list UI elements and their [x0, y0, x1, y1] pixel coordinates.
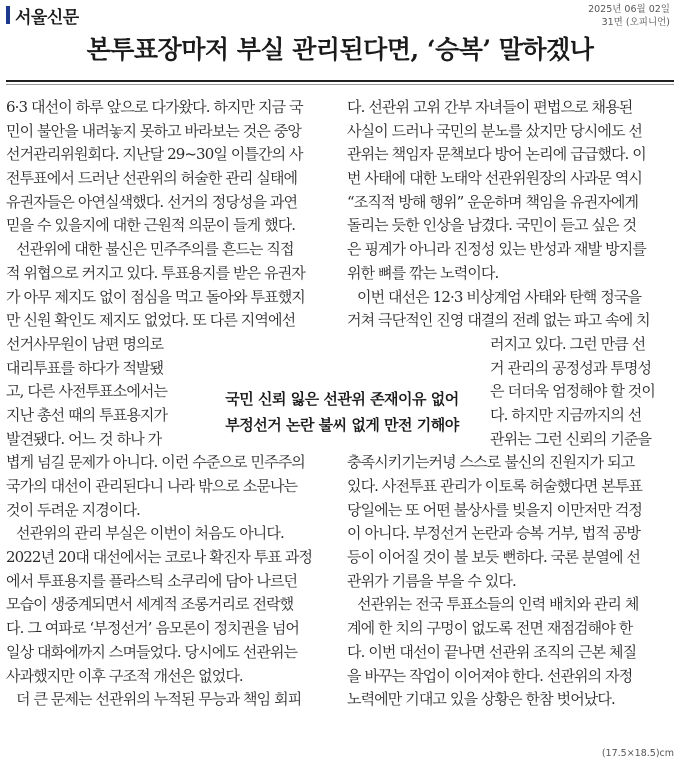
article-text-line: 가 아무 제지도 없이 점심을 먹고 돌아와 투표했지	[6, 287, 305, 306]
article-text-line: 일상 대화에까지 스며들었다. 당시에도 선관위는	[6, 642, 298, 661]
masthead	[6, 4, 79, 26]
article-text-line: 있다. 사전투표 관리가 이토록 허술했다면 본투표	[347, 477, 643, 495]
article-text-line: 거쳐 극단적인 진영 대결의 전례 없는 파고 속에 치	[347, 311, 650, 330]
article-text-line: 당일에는 또 어떤 불상사를 빚을지 이만저만 걱정	[347, 500, 643, 519]
article-text-line: 관위는 그런 신뢰의 기준을	[490, 429, 652, 448]
article-text-line: 선관위의 관리 부실은 이번이 처음도 아니다.	[16, 524, 284, 543]
article-text-line: 은 핑계가 아니라 진정성 있는 반성과 재발 방지를	[347, 240, 646, 259]
article-text-line: 은 더더욱 엄정해야 할 것이	[490, 382, 655, 401]
article-text-line: 선거사무원이 남편 명의로	[6, 334, 164, 353]
article-text-line: 러지고 있다. 그런 만큼 선	[490, 334, 646, 353]
article-text-line: 적 위협으로 커지고 있다. 투표용지를 받은 유권자	[6, 263, 305, 282]
article-text-line: 사실이 드러나 국민의 분노를 샀지만 당시에도 선	[347, 121, 643, 140]
article-text-line: 선관위에 대한 불신은 민주주의를 흔드는 직접	[16, 240, 294, 259]
headline-rule-thin	[6, 84, 674, 85]
article-text-line: 선관위는 전국 투표소들의 인력 배치와 관리 체	[357, 595, 639, 614]
article-text-line: 관위가 기름을 부을 수 있다.	[347, 571, 516, 590]
article-text-line: 전투표에서 드러난 선관위의 허술한 관리 실태에	[6, 169, 298, 188]
article-text-line: 등이 이어질 것이 불 보듯 뻔하다. 국론 분열에 선	[347, 548, 641, 567]
article-text-line: 믿을 수 있을지에 대한 근원적 의문이 들게 했다.	[6, 216, 296, 235]
article-text-line: 지난 총선 때의 투표용지가	[6, 405, 168, 424]
article-text-line: 것이 두려운 지경이다.	[6, 500, 140, 519]
article-text-line: 민이 불안을 내려놓지 못하고 바라보는 것은 중앙	[6, 121, 302, 140]
article-text-line: 대리투표를 하다가 적발됐	[6, 358, 164, 377]
article-size-note: (17.5×18.5)cm	[601, 748, 674, 759]
article-text-line: 선거관리위원회다. 지난달 29~30일 이틀간의 사	[6, 145, 303, 164]
issue-date: 2025년 06월 02일	[588, 4, 670, 15]
article-text-line: 발견됐다. 어느 것 하나 가	[6, 429, 162, 448]
article-text-line: 모습이 생중계되면서 세계적 조롱거리로 전락했	[6, 595, 294, 614]
pull-quote	[194, 386, 490, 438]
article-text-line: 볍게 넘길 문제가 아니다. 이런 수준으로 민주주의	[6, 453, 305, 472]
article-text-line: 거 관리의 공정성과 투명성	[490, 358, 652, 377]
article-text-line: 노력에만 기대고 있을 상황은 한참 벗어났다.	[347, 690, 615, 709]
pull-quote-line: 부정선거 논란 불씨 없게 만전 기해야	[225, 416, 459, 434]
article-text-line: 사과했지만 이후 구조적 개선은 없었다.	[6, 666, 243, 685]
article-text-line: 더 큰 문제는 선관위의 누적된 무능과 책임 회피	[16, 690, 302, 709]
article-text-line: 번 사태에 대한 노태악 선관위원장의 사과문 역시	[347, 169, 643, 188]
article-text-line: 국가의 대선이 관리된다니 나라 밖으로 소문나는	[6, 477, 298, 495]
article-text-line: 고, 다른 사전투표소에서는	[6, 382, 168, 401]
article-text-line: 이 아니다. 부정선거 논란과 승복 거부, 법적 공방	[347, 524, 641, 543]
article-text-line: 다. 이번 대선이 끝나면 선관위 조직의 근본 체질	[347, 642, 637, 661]
pull-quote-line: 국민 신뢰 잃은 선관위 존재이유 없어	[225, 390, 459, 408]
article-text-line: 이번 대선은 12·3 비상계엄 사태와 탄핵 정국을	[357, 287, 642, 306]
newspaper-logo: 서울신문	[15, 7, 79, 28]
article-text-line: 만 신원 확인도 제지도 없었다. 또 다른 지역에선	[6, 311, 296, 330]
article-text-line: 6·3 대선이 하루 앞으로 다가왔다. 하지만 지금 국	[6, 98, 303, 116]
article-text-line: 유권자들은 아연실색했다. 선거의 정당성을 과연	[6, 192, 298, 211]
article-text-line: 2022년 20대 대선에서는 코로나 확진자 투표 과정	[6, 548, 313, 567]
editorial-headline: 본투표장마저 부실 관리된다면, ‘승복’ 말하겠나	[86, 35, 594, 64]
article-text-line: 충족시키기는커녕 스스로 불신의 진원지가 되고	[347, 453, 635, 472]
headline-rule	[6, 80, 674, 82]
article-text-line: 에서 투표용지를 플라스틱 소쿠리에 담아 나르던	[6, 571, 298, 590]
article-text-line: 다. 그 여파로 ‘부정선거’ 음모론이 정치권을 넘어	[6, 619, 300, 638]
page-section: 31면 (오피니언)	[601, 17, 670, 28]
article-text-line: 계에 한 치의 구멍이 없도록 전면 재점검해야 한	[347, 619, 633, 638]
article-text-line: 다. 선관위 고위 간부 자녀들이 편법으로 채용된	[347, 98, 633, 116]
issue-meta	[588, 3, 670, 29]
masthead-accent-bar	[6, 6, 10, 24]
article-text-line: 다. 하지만 지금까지의 선	[490, 405, 642, 424]
article-text-line: 관위는 책임자 문책보다 방어 논리에 급급했다. 이	[347, 145, 646, 164]
article-text-line: “조직적 방해 행위” 운운하며 책임을 유권자에게	[347, 192, 639, 211]
article-text-line: 위한 뼈를 깎는 노력이다.	[347, 263, 499, 282]
article-text-line: 돌리는 듯한 인상을 남겼다. 국민이 듣고 싶은 것	[347, 216, 637, 235]
article-text-line: 을 바꾸는 작업이 이어져야 한다. 선관위의 자정	[347, 666, 633, 685]
